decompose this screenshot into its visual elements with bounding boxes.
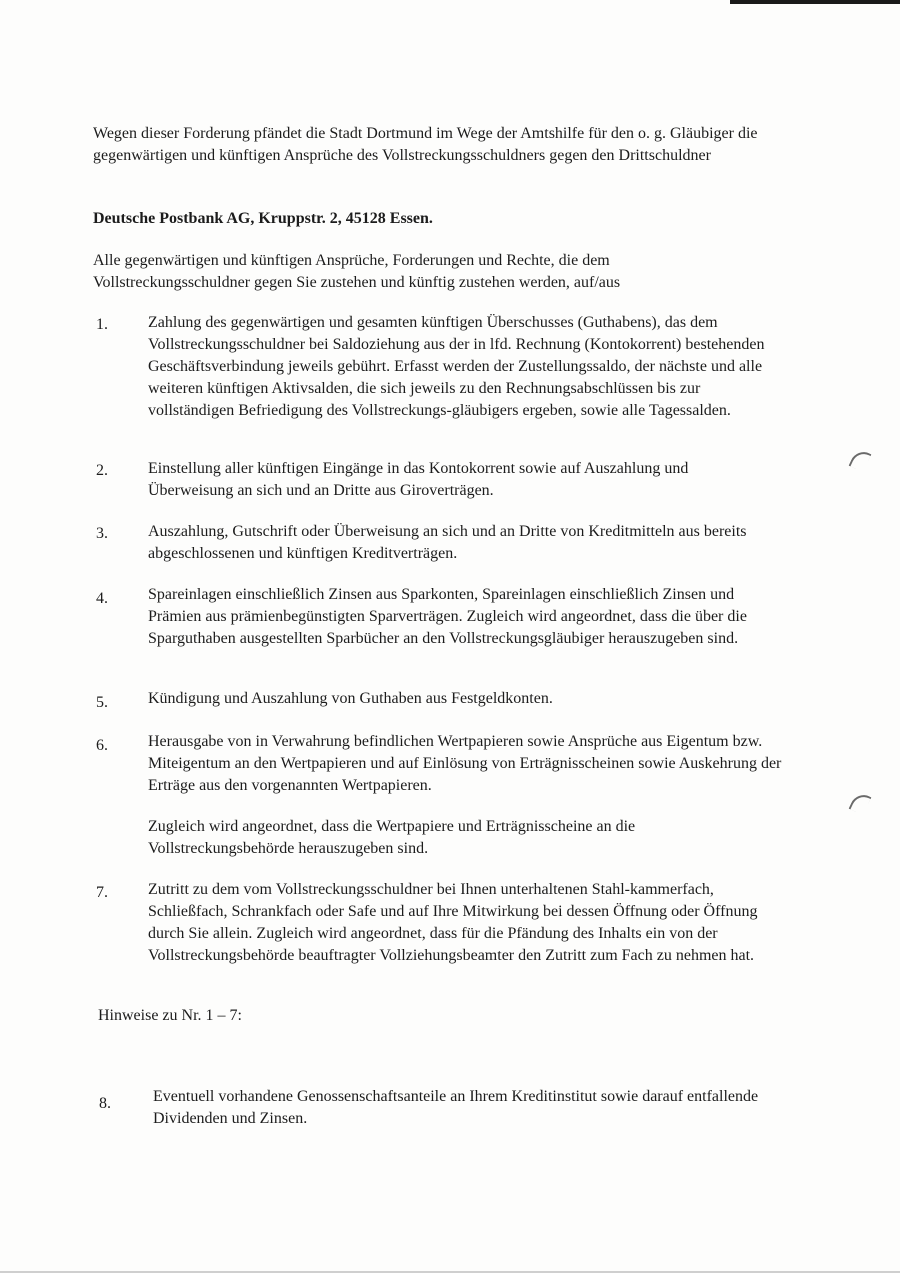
item-extra-text: Zugleich wird angeordnet, dass die Wertpapiere und Erträgnisscheine an die Vollstreckungsbehörde herauszugeben sind. [148,818,636,857]
item-number: 7. [96,884,108,901]
intro-paragraph: Wegen dieser Forderung pfändet die Stadt Dortmund im Wege der Amtshilfe für den o. g. Gläubiger die gegenwärtigen und künftigen Ansprüche des Vollstreckungsschuldners gegen den Drittschuldner [93,125,758,164]
item-number: 4. [96,590,108,607]
punch-hole-mark-lower [849,791,872,816]
item-text: Spareinlagen einschließlich Zinsen aus Sparkonten, Spareinlagen einschließlich Zinsen und Prämien aus prämienbegünstigten Sparverträgen. Zugleich wird angeordnet, dass die über die Sparguthaben ausgestellten Sparbücher an den Vollstreckungsgläubiger herauszugeben sind. [148,586,747,647]
item-number: 8. [99,1095,111,1112]
item-text: Einstellung aller künftigen Eingänge in das Kontokorrent sowie auf Auszahlung und Überweisung an sich und an Dritte aus Giroverträgen. [148,460,689,499]
item-number: 1. [96,316,108,333]
item-text: Zahlung des gegenwärtigen und gesamten künftigen Überschusses (Guthabens), das dem Vollstreckungsschuldner bei Saldoziehung aus der in lfd. Rechnung (Kontokorrent) bestehenden Geschäftsverbindung jeweils gebührt. Erfasst werden der Zustellungssaldo, der nächste und alle weiteren künftigen Aktivsalden, die sich jeweils zu den Rechnungsabschlüssen bis zur vollständigen Befriedigung des Vollstreckungs-gläubigers ergeben, sowie alle Tagessalden. [148,314,765,419]
item-number: 5. [96,694,108,711]
item-text: Auszahlung, Gutschrift oder Überweisung an sich und an Dritte von Kreditmitteln aus bereits abgeschlossenen und künftigen Kreditverträgen. [148,523,747,562]
item-text: Eventuell vorhandene Genossenschaftsanteile an Ihrem Kreditinstitut sowie darauf entfallende Dividenden und Zinsen. [153,1088,759,1127]
item-number: 2. [96,462,108,479]
punch-hole-mark-upper [849,448,872,473]
item-text: Kündigung und Auszahlung von Guthaben aus Festgeldkonten. [148,690,553,707]
item-number: 6. [96,737,108,754]
item-text: Zutritt zu dem vom Vollstreckungsschuldner bei Ihnen unterhaltenen Stahl-kammerfach, Schließfach, Schrankfach oder Safe und auf Ihre Mitwirkung bei dessen Öffnung oder Öffnung durch Sie allein. Zugleich wird angeordnet, dass für die Pfändung des Inhalts ein von der Vollstreckungsbehörde beauftragter Vollziehungsbeamter den Zutritt zum Fach zu nehmen hat. [148,881,758,964]
item-number: 3. [96,525,108,542]
hinweise-label: Hinweise zu Nr. 1 – 7: [98,1007,242,1024]
drittschuldner-heading: Deutsche Postbank AG, Kruppstr. 2, 45128 Essen. [93,210,433,227]
lead-paragraph: Alle gegenwärtigen und künftigen Ansprüche, Forderungen und Rechte, die dem Vollstreckungsschuldner gegen Sie zustehen und künftig zustehen werden, auf/aus [93,252,621,291]
item-text: Herausgabe von in Verwahrung befindlichen Wertpapieren sowie Ansprüche aus Eigentum bzw. Miteigentum an den Wertpapieren und auf Einlösung von Erträgnisscheinen sowie Auskehrung der Erträge aus den vorgenannten Wertpapieren. [148,733,782,794]
scan-edge-top [730,0,900,4]
